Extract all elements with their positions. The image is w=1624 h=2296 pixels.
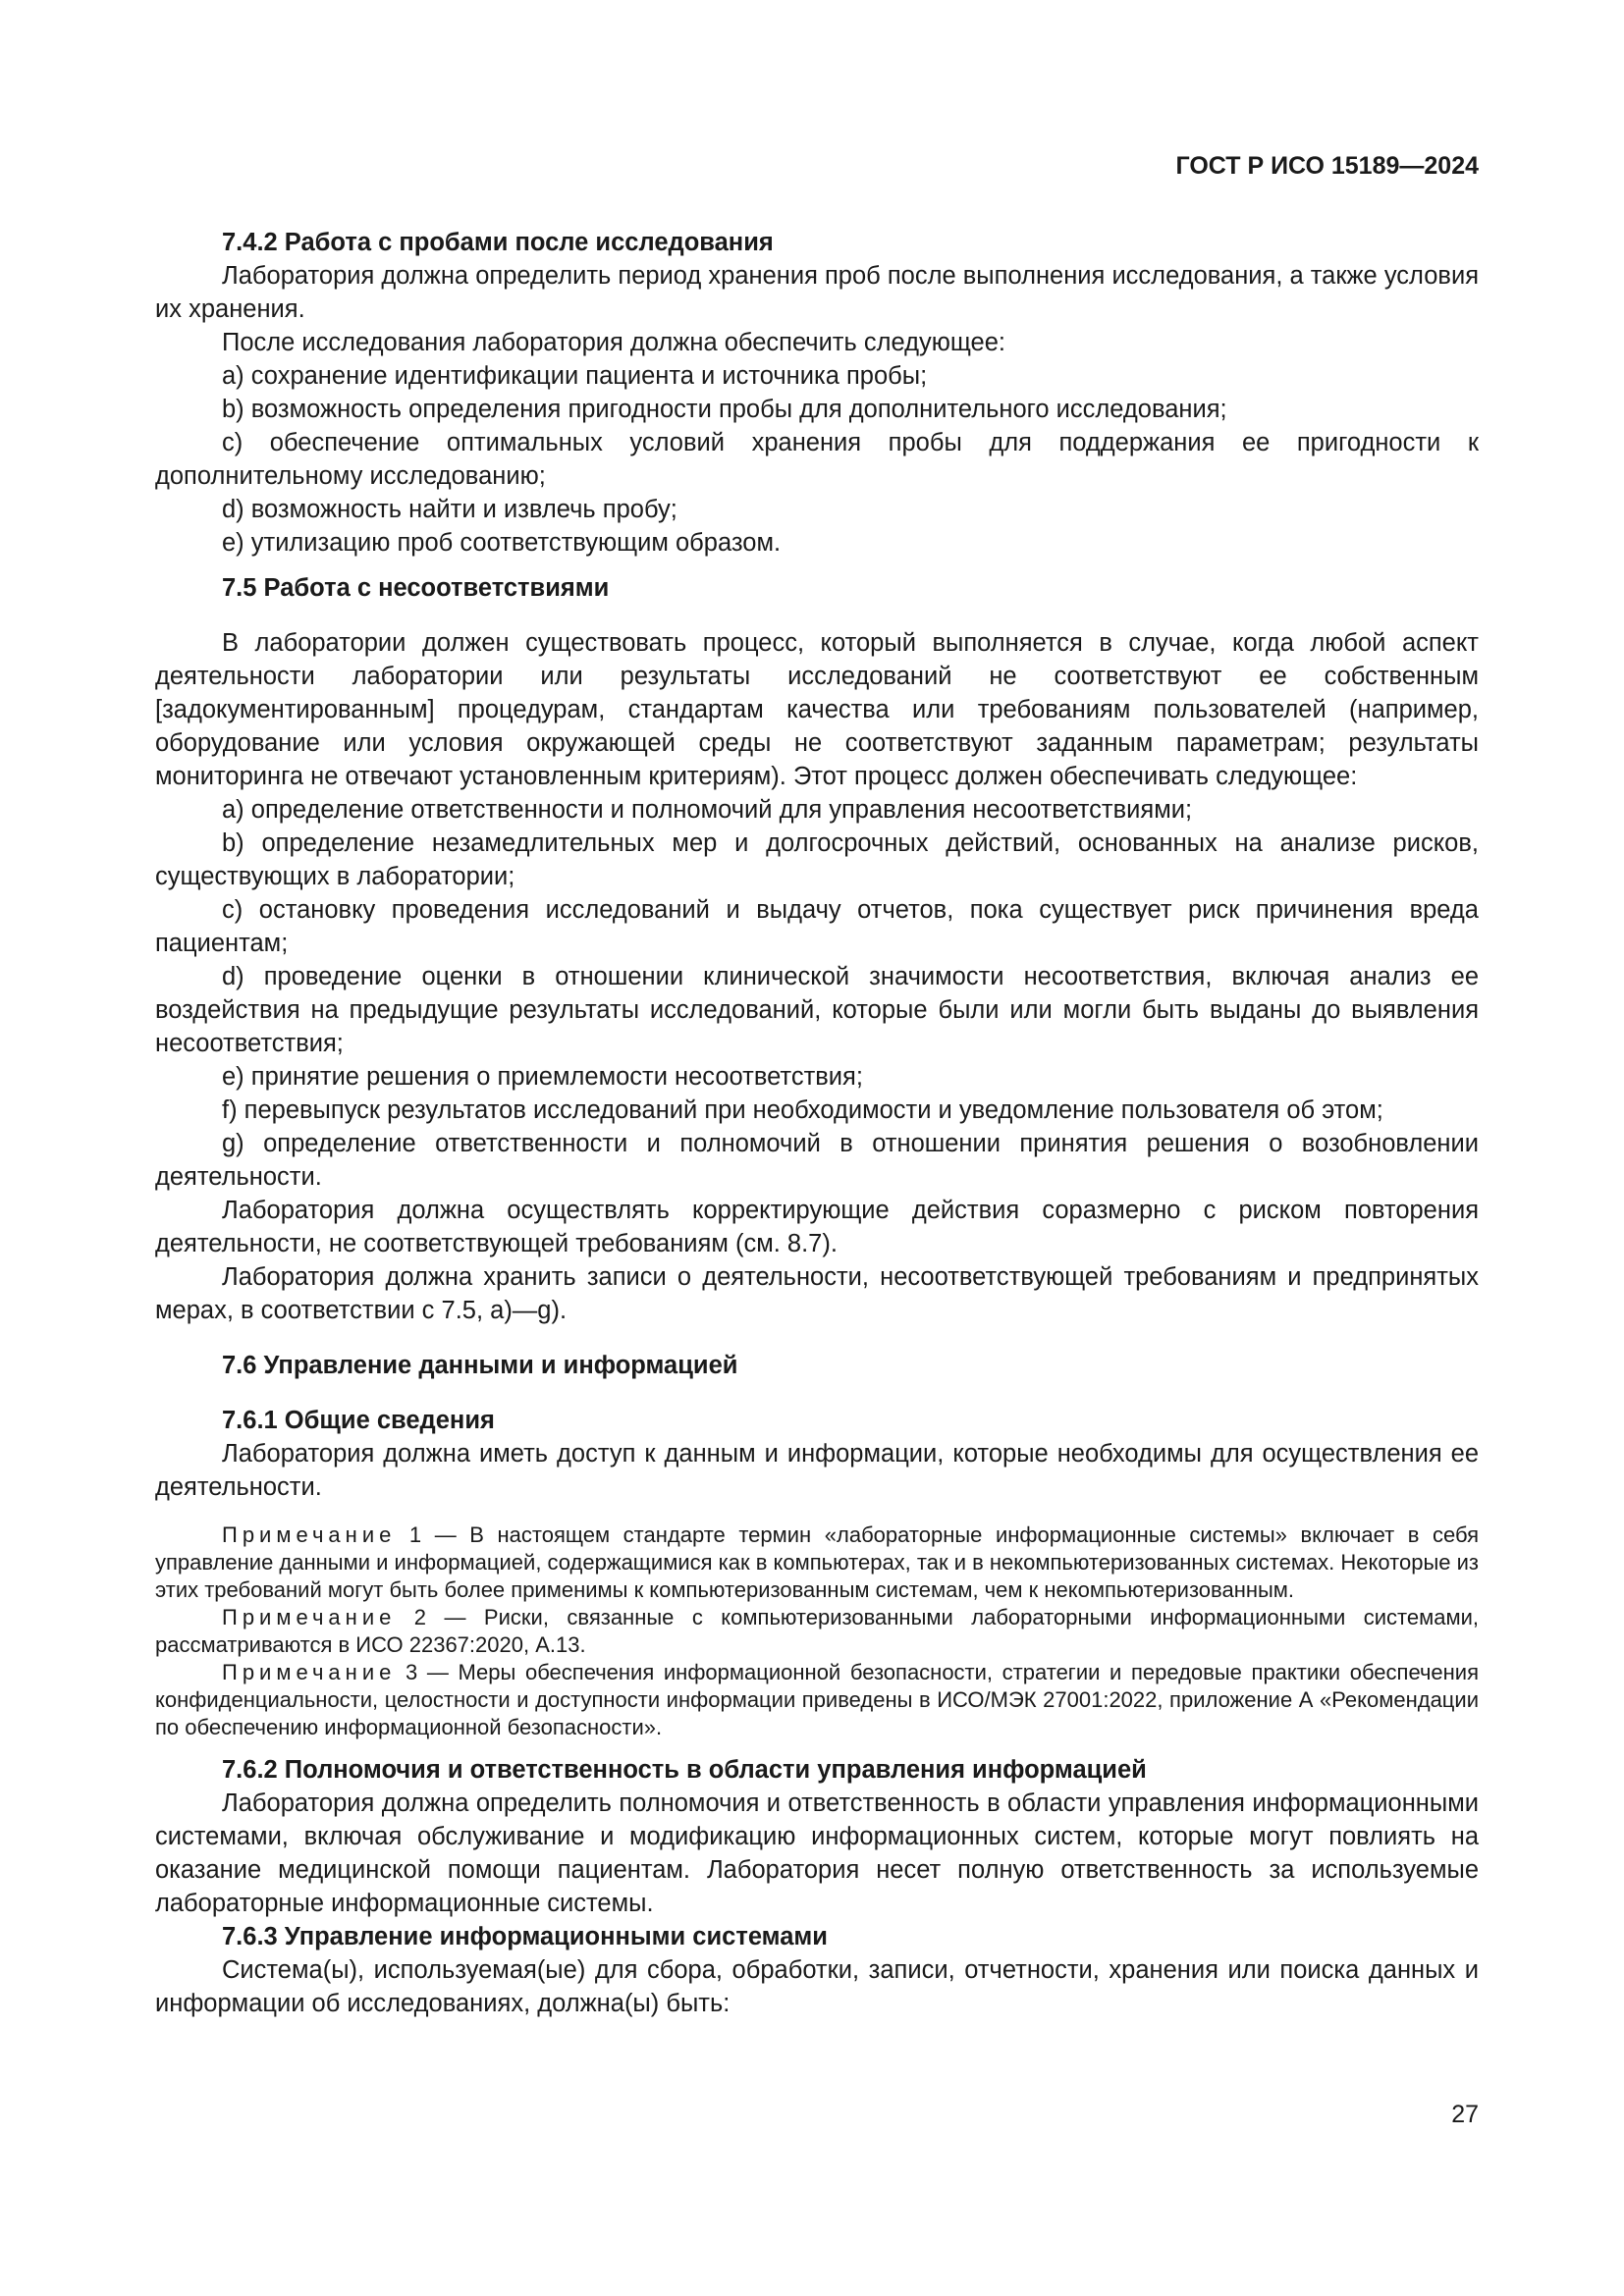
list-item: b) возможность определения пригодности пробы для дополнительного исследования; <box>222 396 1227 423</box>
section-heading-7-6-2: 7.6.2 Полномочия и ответственность в области управления информацией <box>222 1756 1147 1784</box>
list-item: e) утилизацию проб соответствующим образом. <box>222 529 782 557</box>
list-item: g) определение ответственности и полномочий в отношении принятия решения о возобновлении деятельности. <box>155 1130 1479 1191</box>
list-item: f) перевыпуск результатов исследований при необходимости и уведомление пользователя об этом; <box>222 1096 1383 1124</box>
paragraph: Система(ы), используемая(ые) для сбора, обработки, записи, отчетности, хранения или поиска данных и информации об исследованиях, должна(ы) быть: <box>155 1956 1479 2017</box>
list-item: b) определение незамедлительных мер и долгосрочных действий, основанных на анализе рисков, существующих в лаборатории; <box>155 829 1479 890</box>
notes-block <box>155 1522 1479 1741</box>
section-heading-7-6-1: 7.6.1 Общие сведения <box>222 1407 495 1434</box>
paragraph: Лаборатория должна осуществлять корректирующие действия соразмерно с риском повторения деятельности, не соответствующей требованиям (см. 8.7). <box>155 1197 1479 1257</box>
paragraph: Лаборатория должна иметь доступ к данным и информации, которые необходимы для осуществления ее деятельности. <box>155 1440 1479 1501</box>
paragraph: После исследования лаборатория должна обеспечить следующее: <box>222 329 1006 356</box>
list-item: e) принятие решения о приемлемости несоответствия; <box>222 1063 863 1091</box>
section-heading-7-5: 7.5 Работа с несоответствиями <box>222 574 610 602</box>
list-item: d) возможность найти и извлечь пробу; <box>222 496 677 523</box>
note <box>155 1522 1479 1604</box>
list-item: a) определение ответственности и полномочий для управления несоответствиями; <box>222 796 1193 824</box>
section-heading-7-6: 7.6 Управление данными и информацией <box>222 1352 738 1379</box>
list-item: a) сохранение идентификации пациента и источника пробы; <box>222 362 928 390</box>
paragraph: Лаборатория должна хранить записи о деятельности, несоответствующей требованиям и предпринятых мерах, в соответствии с 7.5, а)—g). <box>155 1263 1479 1324</box>
page-number: 27 <box>1451 2101 1479 2128</box>
note-label: Примечание <box>222 1605 397 1629</box>
note-label: Примечание <box>222 1660 397 1684</box>
note-label: Примечание <box>222 1522 397 1547</box>
note-text: 2 — Риски, связанные с компьютеризованными лабораторными информационными системами, рассматриваются в ИСО 22367:2020, А.13. <box>155 1605 1479 1657</box>
list-item: d) проведение оценки в отношении клинической значимости несоответствия, включая анализ ее воздействия на предыдущие результаты исследований, которые были или могли быть выданы до выявления несоответствия; <box>155 963 1479 1057</box>
paragraph: Лаборатория должна определить период хранения проб после выполнения исследования, а также условия их хранения. <box>155 262 1479 323</box>
note-text: 3 — Меры обеспечения информационной безопасности, стратегии и передовые практики обеспечения конфиденциальности, целостности и доступности информации приведены в ИСО/МЭК 27001:2022, приложение А «Рекомендации по обеспечению информационной безопасности». <box>155 1660 1479 1739</box>
document-body <box>155 226 1479 2020</box>
list-item: c) обеспечение оптимальных условий хранения пробы для поддержания ее пригодности к дополнительному исследованию; <box>155 429 1479 490</box>
paragraph: Лаборатория должна определить полномочия и ответственность в области управления информационными системами, включая обслуживание и модификацию информационных систем, которые могут повлиять на оказание медицинской помощи пациентам. Лаборатория несет полную ответственность за используемые лабораторные информационные системы. <box>155 1789 1479 1917</box>
paragraph: В лаборатории должен существовать процесс, который выполняется в случае, когда любой аспект деятельности лаборатории или результаты исследований не соответствуют ее собственным [задокументированным] процедурам, стандартам качества или требованиям пользователей (например, оборудование или условия окружающей среды не соответствуют заданным параметрам; результаты мониторинга не отвечают установленным критериям). Этот процесс должен обеспечивать следующее: <box>155 629 1479 790</box>
section-heading-7-4-2: 7.4.2 Работа с пробами после исследования <box>222 229 774 256</box>
section-heading-7-6-3: 7.6.3 Управление информационными системами <box>222 1923 828 1950</box>
document-header: ГОСТ Р ИСО 15189—2024 <box>1175 152 1479 180</box>
note-text: 1 — В настоящем стандарте термин «лабораторные информационные системы» включает в себя управление данными и информацией, содержащимися как в компьютерах, так и в некомпьютеризованных системах. Некоторые из этих требований могут быть более применимы к компьютеризованным системам, чем к некомпьютеризованным. <box>155 1522 1479 1602</box>
note <box>155 1604 1479 1659</box>
list-item: c) остановку проведения исследований и выдачу отчетов, пока существует риск причинения вреда пациентам; <box>155 896 1479 957</box>
note <box>155 1659 1479 1741</box>
